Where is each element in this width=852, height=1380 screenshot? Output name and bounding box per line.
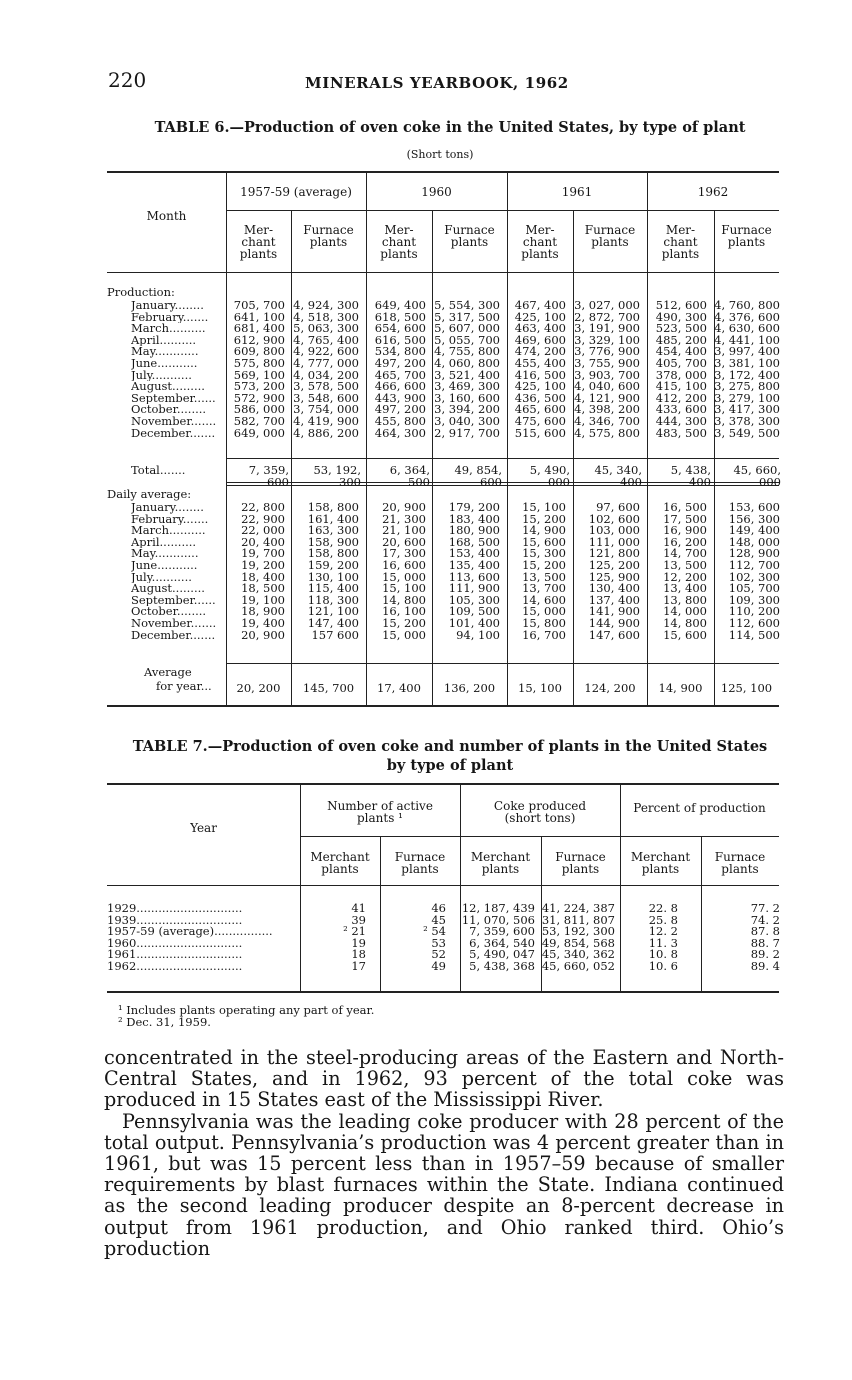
running-head: MINERALS YEARBOOK, 1962	[305, 74, 569, 92]
total-cell: 6, 364, 500	[389, 463, 430, 489]
average-cell: 136, 200	[443, 681, 496, 695]
table6-average-rule	[226, 663, 779, 664]
table6-col-header: Furnace plants	[721, 223, 772, 249]
total-cell: 49, 854, 600	[454, 463, 502, 489]
paragraph: Pennsylvania was the leading coke producer with 28 percent of the total output. Pennsylvania’s production was 4 percent greater than in 1961, but was 15 percent less than in 1957–59 because of smaller requirements by blast furnaces within the State. Indiana continued as the second leading producer despite an 8-percent decrease in output from 1961 production, and Ohio ranked third. Ohio’s production	[104, 1109, 784, 1260]
table6-year-header: 1962	[697, 185, 729, 199]
total-cell: 5, 438, 400	[670, 463, 711, 489]
table7-title: TABLE 7.—Production of oven coke and number of plants in the United States by type of plant	[132, 738, 768, 774]
stub-label: April..........	[131, 536, 197, 549]
stub-label: July...........	[131, 571, 192, 584]
table6-stub-header: Month	[146, 209, 187, 223]
table7-col-header: Merchant plants	[630, 850, 691, 876]
table7-col-header: Merchant plants	[310, 850, 370, 876]
total-cell: 45, 340, 400	[594, 463, 642, 489]
stub-label: May............	[131, 548, 199, 560]
table7-group-rule	[300, 836, 779, 837]
daily-col: 97, 600 102, 600 103, 000 111, 000 121, 800 125, 200 125, 900 130, 400 137, 400 141, 900 144, 900 147, 600	[588, 500, 640, 642]
total-cell: 45, 660, 000	[733, 463, 781, 489]
total-cell: 53, 192, 300	[313, 463, 361, 489]
stub-label: August.........	[131, 583, 205, 595]
stub-label: 1962.............................	[107, 960, 243, 973]
table6-year-header: 1960	[421, 185, 452, 199]
stub-label: June...........	[131, 357, 198, 370]
table6-header-rule	[107, 272, 779, 273]
body-text	[104, 1047, 784, 1259]
daily-col: 158, 800 161, 400 163, 300 158, 900 158, 800 159, 200 130, 100 115, 400 118, 300 121, 100 147, 400 157 600	[307, 500, 359, 642]
stub-label: July...........	[131, 369, 192, 382]
stub-label: April..........	[131, 334, 197, 347]
daily-col: 20, 900 21, 300 21, 100 20, 600 17, 300 16, 600 15, 000 15, 100 14, 800 16, 100 15, 200 15, 000	[382, 500, 426, 642]
table6-top-rule	[107, 171, 779, 173]
stub-label: December.......	[131, 427, 216, 440]
average-cell: 15, 100	[518, 681, 562, 695]
average-cell: 125, 100	[720, 681, 773, 695]
table7-top-rule	[107, 783, 779, 785]
production-col: 649, 400 618, 500 654, 600 616, 500 534, 800 497, 200 465, 700 466, 600 443, 900 497, 200 455, 800 464, 300	[374, 298, 426, 440]
daily-col: 16, 500 17, 500 16, 900 16, 200 14, 700 13, 500 12, 200 13, 400 13, 800 14, 000 14, 800 15, 600	[663, 500, 707, 642]
stub-label: 1961.............................	[107, 949, 243, 961]
table6-col-header: Furnace plants	[303, 223, 354, 249]
table7-col: 41, 224, 387 31, 811, 807 53, 192, 300 49, 854, 568 45, 340, 362 45, 660, 052	[541, 901, 615, 973]
average-cell: 20, 200	[236, 681, 281, 695]
daily-col: 15, 100 15, 200 14, 900 15, 600 15, 300 15, 200 13, 500 13, 700 14, 600 15, 000 15, 800 16, 700	[522, 500, 566, 642]
table6-col-header: Mer- chant plants	[380, 223, 418, 261]
average-cell: 145, 700	[302, 681, 355, 695]
stub-label: 1939.............................	[107, 914, 243, 927]
table7-bottom-rule	[107, 991, 779, 993]
stub-label: January........	[131, 502, 204, 514]
stub-label: August.........	[131, 381, 205, 393]
table7-group-header: Number of active plants ¹	[327, 799, 433, 825]
daily-col: 153, 600 156, 300 149, 400 148, 000 128, 900 112, 700 102, 300 105, 700 109, 300 110, 200 112, 600 114, 500	[728, 500, 780, 642]
table7-col: 41 39 ² 21 19 18 17	[343, 901, 366, 973]
stub-label: October........	[131, 404, 207, 416]
production-col: 4, 760, 800 4, 376, 600 4, 630, 600 4, 441, 100 3, 997, 400 3, 381, 100 3, 172, 400 3, 275, 800 3, 279, 100 3, 417, 300 3, 378, 300 3, 549, 500	[714, 298, 780, 440]
production-col: 4, 924, 300 4, 518, 300 5, 063, 300 4, 765, 400 4, 922, 600 4, 777, 000 4, 034, 200 3, 578, 500 3, 548, 600 3, 754, 000 4, 419, 900 4, 886, 200	[293, 298, 359, 440]
table6-title: TABLE 6.—Production of oven coke in the United States, by type of plant	[154, 119, 746, 136]
stub-label: May............	[131, 346, 199, 358]
table7-col: 22. 8 25. 8 12. 2 11. 3 10. 8 10. 6	[648, 901, 678, 973]
table6-col-header: Mer- chant plants	[239, 223, 278, 261]
table7-group-header: Percent of production	[633, 801, 766, 815]
average-label: Average	[144, 665, 192, 679]
total-cell: 5, 490, 000	[529, 463, 570, 489]
table7-stub-header: Year	[190, 821, 217, 835]
stub-label: June...........	[131, 559, 198, 572]
average-cell: 124, 200	[584, 681, 636, 695]
production-col: 512, 600 490, 300 523, 500 485, 200 454, 400 405, 700 378, 000 415, 100 412, 200 433, 600 444, 300 483, 500	[655, 298, 707, 440]
table7-col-header: Furnace plants	[714, 850, 766, 876]
daily-col: 22, 800 22, 900 22, 000 20, 400 19, 700 19, 200 18, 400 18, 500 19, 100 18, 900 19, 400 20, 900	[241, 500, 285, 642]
daily-average-label: Daily average:	[107, 487, 192, 501]
average-cell: 17, 400	[377, 681, 421, 695]
table6-unit: (Short tons)	[406, 148, 474, 161]
table7-group-header: Coke produced (short tons)	[493, 799, 587, 825]
production-col: 467, 400 425, 100 463, 400 469, 600 474, 200 455, 400 416, 500 425, 100 436, 500 465, 600 475, 600 515, 600	[514, 298, 566, 440]
year-stub-list	[107, 903, 297, 973]
stub-label: 1929.............................	[107, 903, 243, 915]
stub-label: October........	[131, 606, 207, 618]
stub-label: 1957-59 (average)................	[107, 926, 273, 938]
table6-year-header: 1961	[561, 185, 593, 199]
stub-label: January........	[131, 300, 204, 312]
table7-col-header: Merchant plants	[470, 850, 531, 876]
page-number: 220	[108, 68, 147, 92]
production-label: Production:	[107, 285, 175, 299]
production-col: 5, 554, 300 5, 317, 500 5, 607, 000 5, 055, 700 4, 755, 800 4, 060, 800 3, 521, 400 3, 469, 300 3, 160, 600 3, 394, 200 3, 040, 300 2, 917, 700	[434, 298, 500, 440]
total-cell: 7, 359, 600	[248, 463, 289, 489]
table7-col: 46 45 ² 54 53 52 49	[423, 901, 446, 973]
stub-label: November.......	[131, 415, 217, 428]
table7-col-header: Furnace plants	[555, 850, 606, 876]
stub-label: March..........	[131, 525, 206, 537]
stub-label: February.......	[131, 311, 209, 324]
footnote-1: ¹ Includes plants operating any part of year.	[118, 1003, 375, 1017]
table7-col-header: Furnace plants	[394, 850, 446, 876]
average-cell: 14, 900	[658, 681, 703, 695]
paragraph: concentrated in the steel-producing areas of the Eastern and North-Central States, and in 1962, 93 percent of the total coke was produced in 15 States east of the Mississippi River.	[104, 1046, 784, 1112]
stub-label: December.......	[131, 629, 216, 642]
stub-label: March..........	[131, 323, 206, 335]
table7-col: 77. 2 74. 2 87. 8 88. 7 89. 2 89. 4	[750, 901, 780, 973]
stub-label: November.......	[131, 617, 217, 630]
table6-col-header: Mer- chant plants	[661, 223, 700, 261]
table7-col: 12, 187, 439 11, 070, 506 7, 359, 600 6, 364, 540 5, 490, 047 5, 438, 368	[461, 901, 535, 973]
table6-group-rule	[226, 210, 779, 211]
footnote-2: ² Dec. 31, 1959.	[118, 1015, 211, 1029]
table6-col-header: Furnace plants	[444, 223, 495, 249]
table7-header-rule	[107, 885, 779, 886]
table6-total-rule-top	[226, 458, 779, 459]
daily-col: 179, 200 183, 400 180, 900 168, 500 153, 400 135, 400 113, 600 111, 900 105, 300 109, 500 101, 400 94, 100	[448, 500, 500, 642]
stub-label: February.......	[131, 513, 209, 526]
stub-label: September......	[131, 392, 216, 405]
table6-bottom-rule	[107, 705, 779, 707]
production-col: 3, 027, 000 2, 872, 700 3, 191, 900 3, 329, 100 3, 776, 900 3, 755, 900 3, 903, 700 4, 040, 600 4, 121, 900 4, 398, 200 4, 346, 700 4, 575, 800	[574, 298, 640, 440]
stub-label: 1960.............................	[107, 937, 243, 950]
table6-col-header: Mer- chant plants	[521, 223, 559, 261]
table6-col-header: Furnace plants	[584, 223, 636, 249]
production-col: 705, 700 641, 100 681, 400 612, 900 609, 800 575, 800 569, 100 573, 200 572, 900 586, 000 582, 700 649, 000	[233, 298, 285, 440]
month-stub-list	[131, 300, 223, 439]
for-year-label: for year...	[156, 679, 212, 693]
total-label: Total.......	[131, 463, 186, 477]
table6-year-header: 1957-59 (average)	[240, 185, 352, 199]
month-stub-list	[131, 502, 223, 641]
stub-label: September......	[131, 594, 216, 607]
